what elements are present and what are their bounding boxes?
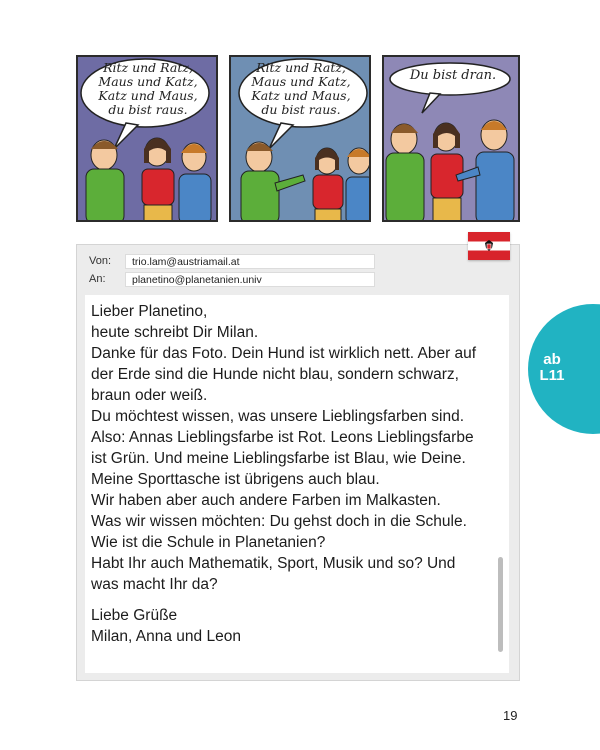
speech-line: Katz und Maus, [98, 88, 198, 103]
email-body-text [91, 301, 503, 647]
speech-line: Katz und Maus, [251, 88, 351, 103]
body-line: Also: Annas Lieblingsfarbe ist Rot. Leons Lieblingsfarbe [91, 429, 474, 446]
body-line: Du möchtest wissen, was unsere Lieblingsfarben sind. [91, 408, 465, 425]
comic-strip [76, 55, 520, 222]
body-line: Habt Ihr auch Mathematik, Sport, Musik und so? Und [91, 555, 456, 572]
speech-line: Ritz und Ratz, [256, 60, 346, 75]
scrollbar-thumb[interactable] [498, 557, 503, 652]
paragraph-gap [91, 595, 503, 605]
body-line: Wir haben aber auch andere Farben im Malkasten. [91, 492, 441, 509]
speech-line: du bist raus. [261, 102, 341, 117]
closing-line: Milan, Anna und Leon [91, 628, 241, 645]
closing-line: Liebe Grüße [91, 607, 178, 624]
email-window [76, 244, 520, 681]
comic-panel-1 [76, 55, 218, 222]
speech-bubble-2 [237, 61, 365, 117]
speech-bubble-1 [84, 61, 212, 117]
to-field[interactable]: planetino@planetanien.univ [125, 272, 375, 287]
lesson-side-tab-label [534, 352, 570, 384]
comic-panel-3 [382, 55, 520, 222]
body-line: Danke für das Foto. Dein Hund ist wirklich nett. Aber auf [91, 345, 477, 362]
body-line: Was wir wissen möchten: Du gehst doch in die Schule. [91, 513, 467, 530]
speech-line: Maus und Katz, [251, 74, 351, 89]
body-line: ist Grün. Und meine Lieblingsfarbe ist Blau, wie Deine. [91, 450, 466, 467]
austria-flag-icon [468, 232, 510, 260]
speech-line: Maus und Katz, [98, 74, 198, 89]
body-line: Meine Sporttasche ist übrigens auch blau. [91, 471, 380, 488]
side-tab-line-1: ab [543, 351, 561, 368]
body-line: Wie ist die Schule in Planetanien? [91, 534, 326, 551]
body-line: was macht Ihr da? [91, 576, 218, 593]
body-line: heute schreibt Dir Milan. [91, 324, 259, 341]
to-label: An: [89, 273, 106, 285]
email-scrollbar[interactable] [498, 557, 505, 669]
speech-bubble-3 [392, 69, 514, 83]
email-from-row [89, 253, 375, 269]
page-number: 19 [503, 708, 518, 723]
speech-line: du bist raus. [108, 102, 188, 117]
from-field[interactable]: trio.lam@austriamail.at [125, 254, 375, 269]
speech-line: Du bist dran. [409, 68, 497, 83]
email-to-row [89, 271, 375, 287]
body-line: der Erde sind die Hunde nicht blau, sondern schwarz, [91, 366, 459, 383]
body-line: Lieber Planetino, [91, 303, 208, 320]
comic-panel-2 [229, 55, 371, 222]
from-label: Von: [89, 255, 112, 267]
speech-line: Ritz und Ratz, [103, 60, 193, 75]
body-line: braun oder weiß. [91, 387, 208, 404]
side-tab-line-2: L11 [539, 367, 565, 384]
eagle-emblem-icon [468, 232, 510, 260]
email-body[interactable] [85, 295, 509, 673]
